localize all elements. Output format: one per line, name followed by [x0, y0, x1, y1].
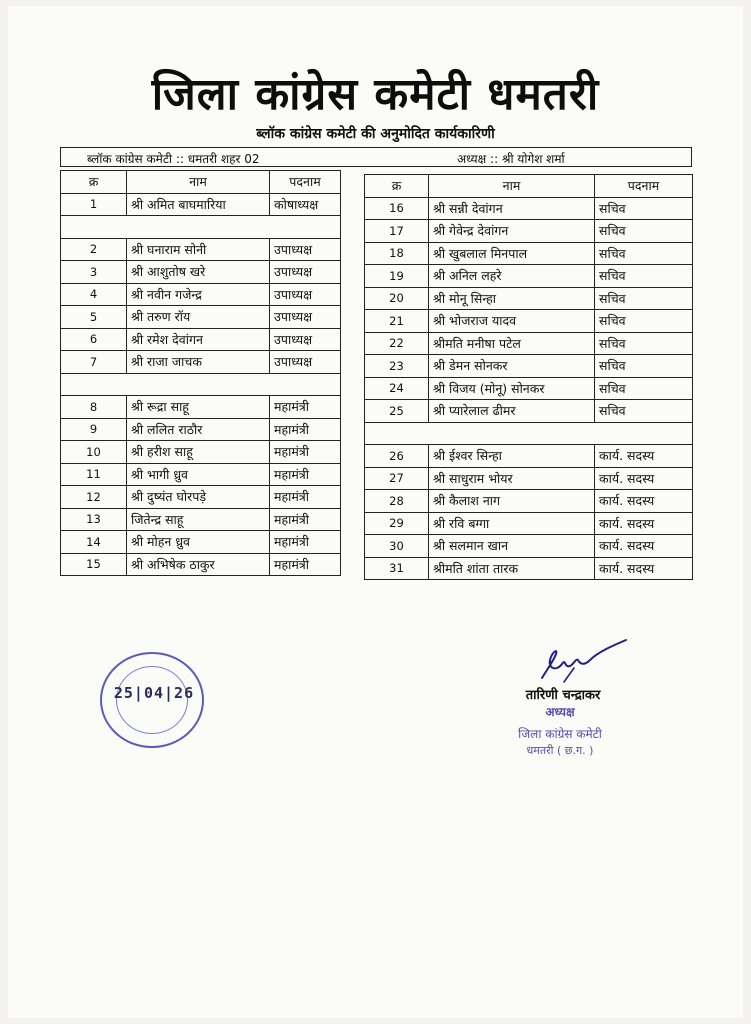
- row-num: 4: [61, 283, 127, 306]
- member-name: श्री मोनू सिन्हा: [429, 287, 595, 310]
- table-row: [365, 310, 693, 333]
- member-name: श्री तरुण रॉय: [127, 306, 270, 329]
- member-name: श्री साधुराम भोयर: [429, 467, 595, 490]
- member-name: श्री रमेश देवांगन: [127, 328, 270, 351]
- member-name: श्री डेमन सोनकर: [429, 355, 595, 378]
- member-post: महामंत्री: [270, 508, 341, 531]
- member-name: श्री विजय (मोनू) सोनकर: [429, 377, 595, 400]
- table-row: [365, 332, 693, 355]
- row-num: 23: [365, 355, 429, 378]
- col-header-name: नाम: [127, 171, 270, 194]
- row-num: 31: [365, 557, 429, 580]
- table-row: [365, 242, 693, 265]
- member-name: श्री आशुतोष खरे: [127, 261, 270, 284]
- member-name: श्री ईश्वर सिन्हा: [429, 445, 595, 468]
- table-row: [61, 508, 341, 531]
- member-name: श्री प्यारेलाल ढीमर: [429, 400, 595, 423]
- signatory-org: जिला कांग्रेस कमेटी: [518, 727, 602, 741]
- table-row: [61, 531, 341, 554]
- member-post: महामंत्री: [270, 531, 341, 554]
- table-row: [365, 220, 693, 243]
- member-post: सचिव: [595, 265, 693, 288]
- member-name: जितेन्द्र साहू: [127, 508, 270, 531]
- signatory-designation: अध्यक्ष: [545, 705, 575, 719]
- table-header-row: [61, 171, 341, 194]
- member-post: सचिव: [595, 242, 693, 265]
- table-row: [61, 463, 341, 486]
- col-header-name: नाम: [429, 175, 595, 198]
- row-num: 22: [365, 332, 429, 355]
- spacer-row: [61, 373, 341, 396]
- table-row: [365, 445, 693, 468]
- table-row: [365, 355, 693, 378]
- member-post: उपाध्यक्ष: [270, 306, 341, 329]
- member-post: कार्य. सदस्य: [595, 490, 693, 513]
- table-row: [365, 265, 693, 288]
- row-num: 14: [61, 531, 127, 554]
- president-label: अध्यक्ष :: श्री योगेश शर्मा: [457, 152, 565, 166]
- spacer-row: [61, 216, 341, 239]
- col-header-post: पदनाम: [270, 171, 341, 194]
- row-num: 1: [61, 193, 127, 216]
- row-num: 17: [365, 220, 429, 243]
- member-post: सचिव: [595, 377, 693, 400]
- member-name: श्री रवि बग्गा: [429, 512, 595, 535]
- member-post: सचिव: [595, 197, 693, 220]
- table-row: [365, 512, 693, 535]
- table-row: [365, 400, 693, 423]
- table-row: [365, 197, 693, 220]
- table-row: [365, 535, 693, 558]
- member-post: महामंत्री: [270, 396, 341, 419]
- row-num: 12: [61, 486, 127, 509]
- table-row: [61, 328, 341, 351]
- row-num: 24: [365, 377, 429, 400]
- member-name: श्री खुबलाल मिनपाल: [429, 242, 595, 265]
- col-header-num: क्र: [365, 175, 429, 198]
- member-post: सचिव: [595, 310, 693, 333]
- member-name: श्री रूद्रा साहू: [127, 396, 270, 419]
- member-name: श्री कैलाश नाग: [429, 490, 595, 513]
- row-num: 28: [365, 490, 429, 513]
- member-name: श्रीमति मनीषा पटेल: [429, 332, 595, 355]
- member-post: महामंत्री: [270, 418, 341, 441]
- row-num: 21: [365, 310, 429, 333]
- member-name: श्री घनाराम सोनी: [127, 238, 270, 261]
- member-name: श्री राजा जाचक: [127, 351, 270, 374]
- right-members-table: [364, 174, 693, 580]
- member-post: उपाध्यक्ष: [270, 238, 341, 261]
- row-num: 11: [61, 463, 127, 486]
- row-num: 29: [365, 512, 429, 535]
- document-title: जिला कांग्रेस कमेटी धमतरी: [151, 69, 600, 120]
- row-num: 6: [61, 328, 127, 351]
- table-row: [365, 490, 693, 513]
- member-post: कार्य. सदस्य: [595, 535, 693, 558]
- row-num: 20: [365, 287, 429, 310]
- table-header-row: [365, 175, 693, 198]
- member-post: सचिव: [595, 332, 693, 355]
- member-name: श्रीमति शांता तारक: [429, 557, 595, 580]
- member-post: कोषाध्यक्ष: [270, 193, 341, 216]
- table-row: [61, 306, 341, 329]
- col-header-post: पदनाम: [595, 175, 693, 198]
- member-post: सचिव: [595, 220, 693, 243]
- member-post: कार्य. सदस्य: [595, 557, 693, 580]
- document-subtitle: ब्लॉक कांग्रेस कमेटी की अनुमोदित कार्यकारिणी: [256, 126, 495, 142]
- signatory-place: धमतरी ( छ.ग. ): [526, 744, 594, 757]
- table-row: [61, 283, 341, 306]
- member-post: महामंत्री: [270, 463, 341, 486]
- member-post: कार्य. सदस्य: [595, 467, 693, 490]
- table-row: [61, 238, 341, 261]
- member-post: उपाध्यक्ष: [270, 283, 341, 306]
- member-name: श्री दुष्यंत घोरपड़े: [127, 486, 270, 509]
- member-name: श्री गेवेन्द्र देवांगन: [429, 220, 595, 243]
- member-name: श्री अनिल लहरे: [429, 265, 595, 288]
- row-num: 15: [61, 553, 127, 576]
- table-row: [61, 418, 341, 441]
- table-row: [61, 261, 341, 284]
- table-row: [365, 377, 693, 400]
- member-name: श्री अभिषेक ठाकुर: [127, 553, 270, 576]
- member-post: महामंत्री: [270, 553, 341, 576]
- row-num: 10: [61, 441, 127, 464]
- table-row: [61, 396, 341, 419]
- spacer-row: [365, 422, 693, 445]
- table-row: [365, 557, 693, 580]
- row-num: 7: [61, 351, 127, 374]
- member-post: महामंत्री: [270, 441, 341, 464]
- seal-date: 25|04|26: [113, 684, 195, 702]
- member-post: सचिव: [595, 400, 693, 423]
- row-num: 30: [365, 535, 429, 558]
- table-row: [61, 553, 341, 576]
- committee-header-bar: [60, 147, 692, 167]
- row-num: 13: [61, 508, 127, 531]
- table-row: [61, 193, 341, 216]
- member-name: श्री हरीश साहू: [127, 441, 270, 464]
- row-num: 27: [365, 467, 429, 490]
- member-post: उपाध्यक्ष: [270, 328, 341, 351]
- table-row: [365, 467, 693, 490]
- member-name: श्री मोहन ध्रुव: [127, 531, 270, 554]
- member-name: श्री भागी ध्रुव: [127, 463, 270, 486]
- signatory-name: तारिणी चन्द्राकर: [525, 688, 601, 703]
- row-num: 9: [61, 418, 127, 441]
- table-row: [61, 351, 341, 374]
- row-num: 2: [61, 238, 127, 261]
- member-post: उपाध्यक्ष: [270, 351, 341, 374]
- member-post: कार्य. सदस्य: [595, 445, 693, 468]
- row-num: 19: [365, 265, 429, 288]
- col-header-num: क्र: [61, 171, 127, 194]
- table-row: [61, 486, 341, 509]
- member-post: महामंत्री: [270, 486, 341, 509]
- row-num: 18: [365, 242, 429, 265]
- table-row: [365, 287, 693, 310]
- row-num: 3: [61, 261, 127, 284]
- office-seal: [100, 652, 204, 748]
- member-post: सचिव: [595, 287, 693, 310]
- member-name: श्री सन्नी देवांगन: [429, 197, 595, 220]
- signature: [534, 638, 630, 688]
- member-name: श्री नवीन गजेन्द्र: [127, 283, 270, 306]
- row-num: 5: [61, 306, 127, 329]
- member-post: कार्य. सदस्य: [595, 512, 693, 535]
- row-num: 16: [365, 197, 429, 220]
- left-members-table: [60, 170, 341, 576]
- member-name: श्री सलमान खान: [429, 535, 595, 558]
- member-name: श्री ललित राठौर: [127, 418, 270, 441]
- table-row: [61, 441, 341, 464]
- row-num: 25: [365, 400, 429, 423]
- member-post: उपाध्यक्ष: [270, 261, 341, 284]
- member-post: सचिव: [595, 355, 693, 378]
- row-num: 8: [61, 396, 127, 419]
- row-num: 26: [365, 445, 429, 468]
- member-name: श्री भोजराज यादव: [429, 310, 595, 333]
- member-name: श्री अमित बाघमारिया: [127, 193, 270, 216]
- block-committee-label: ब्लॉक कांग्रेस कमेटी :: धमतरी शहर 02: [87, 152, 260, 166]
